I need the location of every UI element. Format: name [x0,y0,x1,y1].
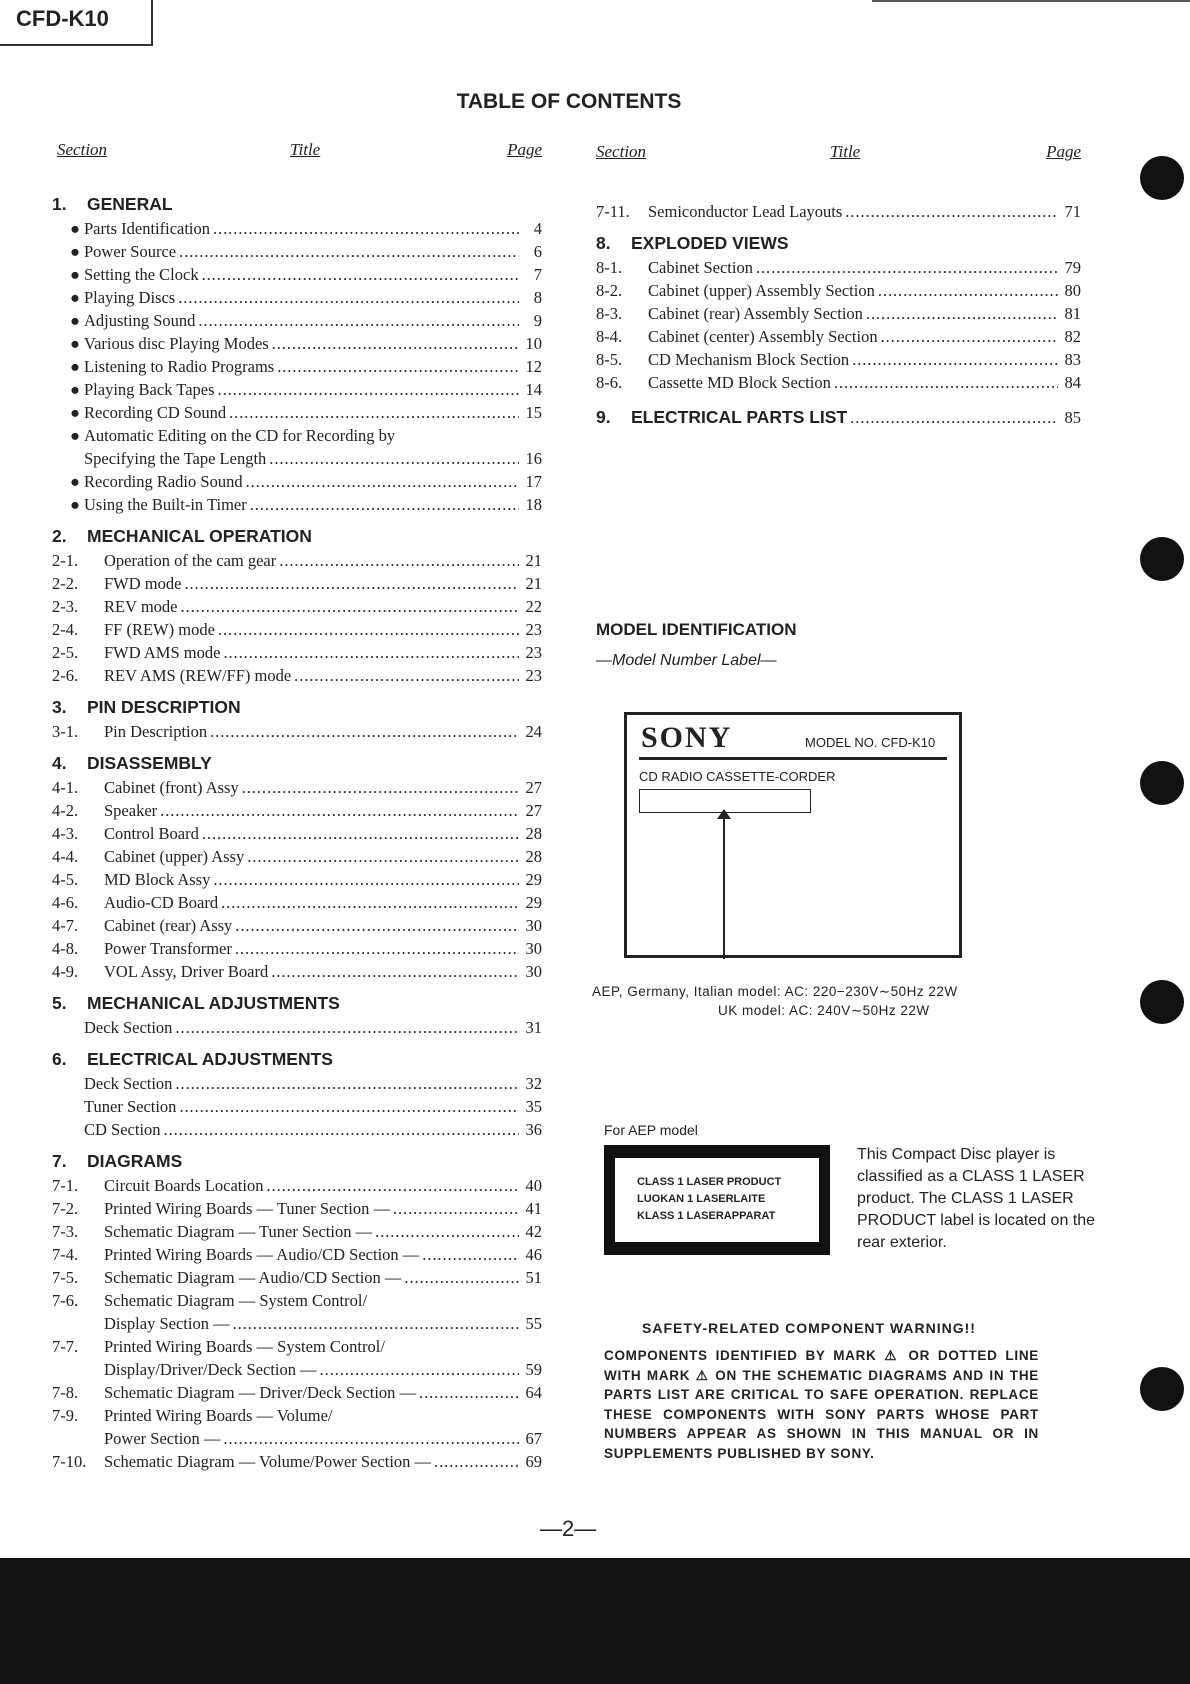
top-rule [872,0,1190,2]
header-page: Page [507,140,542,159]
power-spec-aep: AEP, Germany, Italian model: AC: 220−230V∼50Hz 22W [592,984,958,999]
toc-entry[interactable]: Deck Section . . . 31 [52,1016,542,1039]
toc-entry[interactable]: 7-2. Printed Wiring Boards — Tuner Section — . . . 41 [52,1197,542,1220]
toc-entry[interactable]: 8-6. Cassette MD Block Section . . . 84 [596,371,1081,394]
page-number: —2— [540,1516,597,1541]
label-divider [639,757,947,760]
toc-entry[interactable]: 8-5. CD Mechanism Block Section . . . 83 [596,348,1081,371]
toc-entry[interactable]: ● Playing Back Tapes . . . 14 [52,378,542,401]
toc-entry[interactable]: 4-2. Speaker . . . 27 [52,799,542,822]
model-identification-subtitle: —Model Number Label— [596,652,777,669]
toc-entry[interactable]: ● Setting the Clock . . . 7 [52,263,542,286]
toc-entry[interactable]: 4-6. Audio-CD Board . . . 29 [52,891,542,914]
model-identification-title: MODEL IDENTIFICATION [596,620,797,639]
toc-entry[interactable]: 7-4. Printed Wiring Boards — Audio/CD Section — . . . 46 [52,1243,542,1266]
toc-entry[interactable]: 7-1. Circuit Boards Location . . . 40 [52,1174,542,1197]
scan-bottom-band [0,1558,1190,1684]
section-heading: 4. DISASSEMBLY [52,753,212,773]
toc-entry[interactable]: ● Recording CD Sound . . . 15 [52,401,542,424]
toc-entry-continued[interactable]: Display/Driver/Deck Section — . . . 59 [52,1358,542,1381]
header-title: Title [290,140,321,159]
laser-label-caption: For AEP model [604,1122,698,1138]
sony-logo: SONY [641,721,733,754]
page-title: TABLE OF CONTENTS [456,90,682,113]
laser-line-2: LUOKAN 1 LASERLAITE [637,1193,766,1205]
section-heading: 5. MECHANICAL ADJUSTMENTS [52,993,340,1013]
section-heading: 6. ELECTRICAL ADJUSTMENTS [52,1049,333,1069]
toc-entry[interactable]: ● Using the Built-in Timer . . . 18 [52,493,542,516]
toc-entry[interactable]: Tuner Section . . . 35 [52,1095,542,1118]
laser-note: This Compact Disc player is classified as a CLASS 1 LASER product. The CLASS 1 LASER PRODUCT label is located on the rear exterior. [857,1146,1096,1251]
punch-hole-icon [1140,761,1184,805]
laser-class-label [604,1145,830,1255]
toc-right-column [596,142,1081,427]
safety-warning-title: SAFETY-RELATED COMPONENT WARNING!! [642,1320,976,1336]
toc-entry[interactable]: CD Section . . . 36 [52,1118,542,1141]
section-heading: 2. MECHANICAL OPERATION [52,526,312,546]
laser-line-1: CLASS 1 LASER PRODUCT [637,1176,782,1188]
toc-entry[interactable]: ● Listening to Radio Programs . . . 12 [52,355,542,378]
toc-entry[interactable]: 7-3. Schematic Diagram — Tuner Section — . . . 42 [52,1220,542,1243]
toc-entry[interactable]: 7-8. Schematic Diagram — Driver/Deck Section — . . . 64 [52,1381,542,1404]
toc-entry[interactable]: ● Various disc Playing Modes . . . 10 [52,332,542,355]
power-spec-uk: UK model: AC: 240V∼50Hz 22W [718,1003,930,1018]
header-title: Title [830,142,861,161]
toc-entry[interactable]: 7-9. Printed Wiring Boards — Volume/ [52,1406,333,1425]
pointer-line [723,813,725,959]
column-header [52,140,542,184]
toc-entry[interactable]: 7-11. Semiconductor Lead Layouts . . . 71 [596,200,1081,223]
toc-entry-continued[interactable]: Display Section — . . . 55 [52,1312,542,1335]
toc-entry[interactable]: 8-4. Cabinet (center) Assembly Section . . . 82 [596,325,1081,348]
section-heading: 3. PIN DESCRIPTION [52,697,241,717]
toc-entry[interactable]: 4-8. Power Transformer . . . 30 [52,937,542,960]
toc-entry[interactable]: 3-1. Pin Description . . . 24 [52,720,542,743]
toc-entry[interactable]: ● Recording Radio Sound . . . 17 [52,470,542,493]
toc-entry[interactable]: 7-10. Schematic Diagram — Volume/Power Section — . . . 69 [52,1450,542,1473]
toc-entry[interactable]: 7-5. Schematic Diagram — Audio/CD Section — . . . 51 [52,1266,542,1289]
toc-entry[interactable]: 8-3. Cabinet (rear) Assembly Section . . . 81 [596,302,1081,325]
section-heading: 8. EXPLODED VIEWS [596,233,789,253]
punch-hole-icon [1140,980,1184,1024]
toc-entry[interactable]: 2-1. Operation of the cam gear . . . 21 [52,549,542,572]
toc-entry[interactable]: 4-9. VOL Assy, Driver Board . . . 30 [52,960,542,983]
model-tab: CFD-K10 [0,0,153,46]
toc-entry[interactable]: ● Adjusting Sound . . . 9 [52,309,542,332]
toc-entry[interactable]: 2-4. FF (REW) mode . . . 23 [52,618,542,641]
toc-entry[interactable]: ● Parts Identification . . . 4 [52,217,542,240]
section-heading: 7. DIAGRAMS [52,1151,183,1171]
toc-entry[interactable]: 4-1. Cabinet (front) Assy . . . 27 [52,776,542,799]
toc-entry-continued[interactable]: Specifying the Tape Length . . . 16 [52,447,542,470]
toc-entry-continued[interactable]: Power Section — . . . 67 [52,1427,542,1450]
punch-hole-icon [1140,537,1184,581]
header-section: Section [57,140,108,159]
toc-entry[interactable]: 2-5. FWD AMS mode . . . 23 [52,641,542,664]
toc-entry[interactable]: 4-5. MD Block Assy . . . 29 [52,868,542,891]
toc-entry[interactable]: 9. ELECTRICAL PARTS LIST . . . 85 [596,404,1081,427]
safety-warning-body: COMPONENTS IDENTIFIED BY MARK ⚠ OR DOTTED LINE WITH MARK ⚠ ON THE SCHEMATIC DIAGRAMS AND IN THE PARTS LIST ARE CRITICAL TO SAFE OPERATION. REPLACE THESE COMPONENTS WITH SONY PARTS WHOSE PART NUMBERS APPEAR AS SHOWN IN THIS MANUAL OR IN SUPPLEMENTS PUBLISHED BY SONY. [604,1348,1039,1461]
toc-entry[interactable]: 7-6. Schematic Diagram — System Control/ [52,1291,368,1310]
toc-entry[interactable]: 4-3. Control Board . . . 28 [52,822,542,845]
punch-hole-icon [1140,156,1184,200]
toc-entry[interactable]: 4-7. Cabinet (rear) Assy . . . 30 [52,914,542,937]
model-number-label [624,712,962,958]
toc-entry[interactable]: 2-3. REV mode . . . 22 [52,595,542,618]
header-section: Section [596,142,647,161]
toc-entry[interactable]: 7-7. Printed Wiring Boards — System Control/ [52,1337,385,1356]
model-number: MODEL NO. CFD-K10 [805,735,936,750]
toc-entry[interactable]: ● Power Source . . . 6 [52,240,542,263]
column-header [596,142,1081,186]
laser-line-3: KLASS 1 LASERAPPARAT [637,1210,776,1222]
toc-entry[interactable]: ● Playing Discs . . . 8 [52,286,542,309]
section-heading: 1. GENERAL [52,194,173,214]
toc-entry[interactable]: 2-2. FWD mode . . . 21 [52,572,542,595]
toc-entry[interactable]: Deck Section . . . 32 [52,1072,542,1095]
header-page: Page [1046,142,1081,161]
toc-left-column [52,140,542,1473]
punch-hole-icon [1140,1367,1184,1411]
toc-entry[interactable]: 8-1. Cabinet Section . . . 79 [596,256,1081,279]
toc-entry[interactable]: ● Automatic Editing on the CD for Recording by [70,426,396,445]
toc-entry[interactable]: 8-2. Cabinet (upper) Assembly Section . . . 80 [596,279,1081,302]
toc-entry[interactable]: 4-4. Cabinet (upper) Assy . . . 28 [52,845,542,868]
toc-entry[interactable]: 2-6. REV AMS (REW/FF) mode . . . 23 [52,664,542,687]
laser-label-text [614,1157,820,1243]
product-name: CD RADIO CASSETTE-CORDER [639,769,836,784]
